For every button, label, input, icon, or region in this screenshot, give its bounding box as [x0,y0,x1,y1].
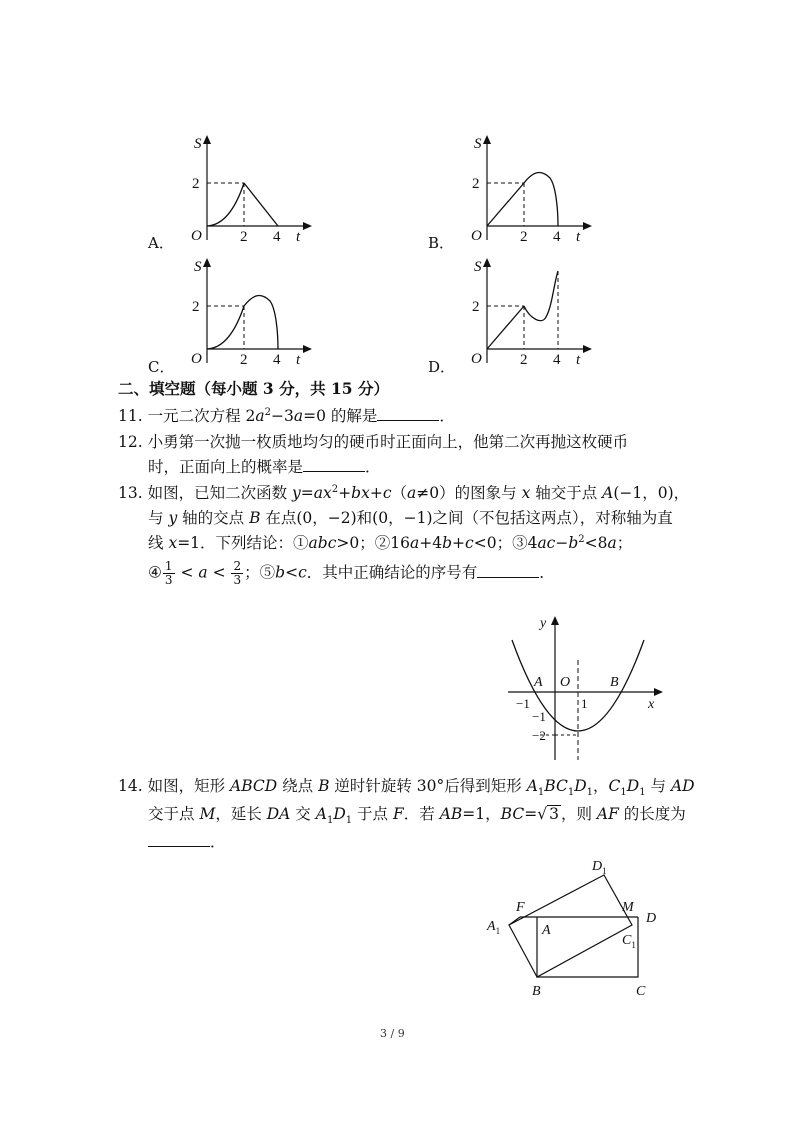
question-12-line2: 时，正面向上的概率是 ． [148,458,381,476]
y-tick-label: 2 [472,176,480,192]
y-tick-label: −2 [532,728,546,743]
x-axis-label: t [296,352,301,368]
question-13: 13. 如图，已知二次函数 $y=ax^2+bx+c(a\ne 0)$的图象与 x 轴交于点 A(−1，0)， [118,483,690,502]
point-a-label: A [542,923,551,938]
origin-label: O [191,228,202,244]
page-number: 3 / 9 [380,1027,405,1040]
y-axis-label: S [474,259,482,275]
question-13-line2: 与 y 轴的交点 B 在点(0，−2)和(0，−1)之间（不包括这两点），对称轴为直 [148,509,673,527]
x-tick-label: 2 [240,229,248,245]
question-11: 11. 一元二次方程 $2a^2-3a=0$ 的解是 ． [118,406,455,425]
point-a1-label: $A_1$ [487,919,501,936]
y-axis-label: S [194,136,202,152]
origin-label: O [471,351,482,367]
point-a-label: A [534,675,543,690]
point-d1-label: $D_1$ [592,859,607,876]
question-13-line3: 线 x=1．下列结论：①abc>0；②16a+4b+c<0；$③4ac-b^2<8a$； [148,533,633,552]
y-tick-label: 2 [472,299,480,315]
x-axis-label: t [576,352,581,368]
section-heading: 二、填空题（每小题 3 分，共 15 分） [118,379,389,398]
x-tick-label: 2 [520,352,528,368]
y-tick-label: 2 [192,299,200,315]
question-14: 14. 如图，矩形 ABCD 绕点 B 逆时针旋转 30°后得到矩形 $A_1BC_1D_1$，$C_1D_1$ 与 AD [118,777,695,799]
option-graph-a [170,130,320,245]
option-label-b: B． [428,234,455,252]
question-13-line4: ④ $\frac{1}{3}$ < a < $\frac{2}{3}$ ；⑤b<c．其中正确结论的序号有 ． [148,559,555,587]
parabola-figure [500,610,670,770]
question-14-line2: 交于点 M，延长 DA 交 $A_1D_1$ 于点 F．若 AB=1，BC=√ 3 ，则 AF 的长度为 [148,805,686,827]
x-axis-label: t [576,229,581,245]
origin-label: O [560,675,571,690]
point-f-label: F [516,900,525,915]
fraction-two-thirds: $\frac{2}{3}$ [233,559,242,587]
point-b-label: B [532,984,541,999]
y-tick-label: 2 [192,176,200,192]
y-axis-label: S [194,259,202,275]
point-c-label: C [636,984,646,999]
answer-blank[interactable] [148,832,210,847]
x-tick-label: 4 [273,352,281,368]
x-axis-label: x [648,697,655,712]
point-b-label: B [610,675,619,690]
fraction-one-third: $\frac{1}{3}$ [164,559,173,587]
answer-blank[interactable] [377,406,439,421]
origin-label: O [471,228,482,244]
x-axis-label: t [296,229,301,245]
answer-blank[interactable] [477,563,539,578]
x-tick-label: 2 [240,352,248,368]
option-label-d: D． [428,358,456,376]
question-14-line3: ． [148,831,226,853]
option-label-a: A． [148,234,174,252]
x-tick-label: −1 [516,696,530,711]
x-tick-label: 4 [273,229,281,245]
point-c1-label: $C_1$ [622,933,636,950]
y-tick-label: −1 [532,709,546,724]
answer-blank[interactable] [303,457,365,472]
x-tick-label: 1 [581,696,588,711]
question-number: 13. [118,484,143,502]
option-graph-c [170,253,320,368]
option-graph-b [450,130,600,245]
question-number: 11. [118,407,143,425]
y-axis-label: S [474,136,482,152]
x-tick-label: 2 [520,229,528,245]
origin-label: O [191,351,202,367]
option-graph-d [450,253,600,368]
x-tick-label: 4 [553,229,561,245]
option-label-c: C． [148,358,175,376]
point-d-label: D [646,911,657,926]
question-number: 14. [118,777,143,795]
question-12: 12. 小勇第一次抛一枚质地均匀的硬币时正面向上，他第二次再抛这枚硬币 [118,433,629,451]
y-axis-label: y [540,616,547,631]
x-tick-label: 4 [553,352,561,368]
point-m-label: M [622,900,634,915]
rectangle-rotation-figure [480,850,680,1000]
question-number: 12. [118,433,143,451]
